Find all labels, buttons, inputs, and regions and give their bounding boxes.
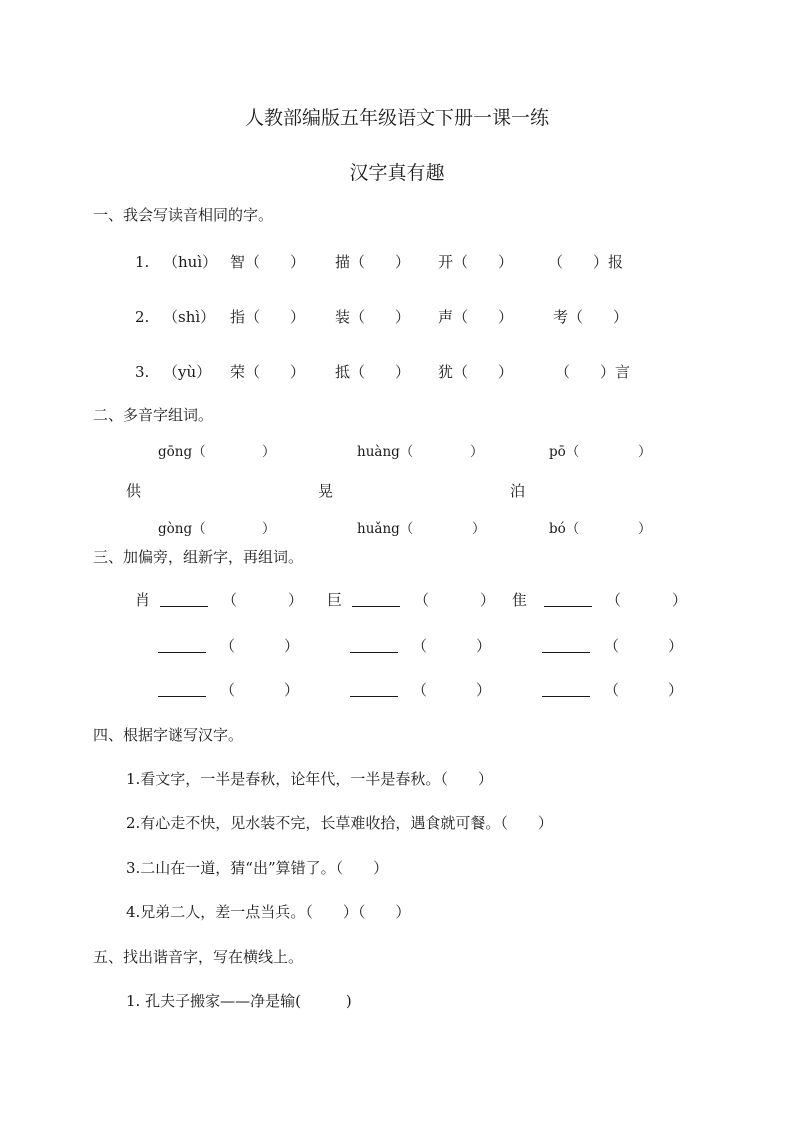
base-char: 巨 bbox=[327, 591, 343, 609]
pinyin-top: gōng（ bbox=[158, 444, 206, 460]
close-paren: ） bbox=[668, 681, 684, 699]
answer-blank[interactable] bbox=[350, 696, 398, 697]
polyphone-char: 晃 bbox=[318, 482, 334, 500]
answer-blank[interactable] bbox=[542, 652, 590, 653]
homophone-item: 荣（ ） bbox=[230, 363, 306, 381]
pinyin-top: pō（ bbox=[549, 444, 580, 460]
polyphone-char: 泊 bbox=[510, 482, 526, 500]
polyphone-char: 供 bbox=[126, 482, 142, 500]
close-paren: ） bbox=[288, 591, 304, 609]
close-paren: ） bbox=[284, 637, 300, 655]
close-paren: ） bbox=[668, 637, 684, 655]
row-number: 1. bbox=[135, 253, 150, 271]
open-paren: （ bbox=[220, 637, 236, 655]
answer-blank[interactable] bbox=[352, 606, 400, 607]
section5-heading: 五、找出谐音字，写在横线上。 bbox=[93, 948, 304, 966]
close-paren: ） bbox=[284, 681, 300, 699]
close-paren: ） bbox=[672, 591, 688, 609]
open-paren: （ bbox=[606, 591, 622, 609]
close-paren: ） bbox=[476, 637, 492, 655]
homophone-item: 犹（ ） bbox=[438, 363, 514, 381]
close-paren: ） bbox=[480, 591, 496, 609]
section2-heading: 二、多音字组词。 bbox=[93, 406, 214, 424]
open-paren: （ bbox=[412, 681, 428, 699]
page-subtitle: 汉字真有趣 bbox=[349, 162, 445, 184]
answer-blank[interactable] bbox=[350, 652, 398, 653]
close-paren: ） bbox=[638, 444, 652, 460]
homophone-item: 智（ ） bbox=[230, 253, 306, 271]
pinyin-top: huàng（ bbox=[357, 444, 414, 460]
homophone-item: （ ）言 bbox=[555, 363, 631, 381]
open-paren: （ bbox=[604, 637, 620, 655]
open-paren: （ bbox=[604, 681, 620, 699]
answer-blank[interactable] bbox=[158, 696, 206, 697]
close-paren: ） bbox=[638, 521, 652, 537]
homophone-item: 声（ ） bbox=[438, 308, 514, 326]
base-char: 隹 bbox=[512, 591, 528, 609]
open-paren: （ bbox=[412, 637, 428, 655]
close-paren: ） bbox=[262, 444, 276, 460]
homophone-item: （ ）报 bbox=[548, 253, 624, 271]
open-paren: （ bbox=[414, 591, 430, 609]
base-char: 肖 bbox=[135, 591, 151, 609]
close-paren: ） bbox=[262, 521, 276, 537]
answer-blank[interactable] bbox=[158, 652, 206, 653]
homophone-item: 描（ ） bbox=[335, 253, 411, 271]
riddle-item: 4.兄弟二人，差一点当兵。（ ）（ ） bbox=[126, 903, 411, 921]
homophone-item: 开（ ） bbox=[438, 253, 514, 271]
open-paren: （ bbox=[222, 591, 238, 609]
pinyin-label: （yù） bbox=[163, 363, 212, 381]
homophone-item: 装（ ） bbox=[335, 308, 411, 326]
homophone-item: 考（ ） bbox=[553, 308, 629, 326]
answer-blank[interactable] bbox=[542, 696, 590, 697]
answer-blank[interactable] bbox=[160, 606, 208, 607]
page-title: 人教部编版五年级语文下册一课一练 bbox=[244, 107, 549, 129]
answer-blank[interactable] bbox=[544, 606, 592, 607]
riddle-item: 3.二山在一道，猜“出”算错了。（ ） bbox=[126, 859, 389, 877]
section4-heading: 四、根据字谜写汉字。 bbox=[93, 726, 244, 744]
close-paren: ） bbox=[476, 681, 492, 699]
close-paren: ） bbox=[470, 444, 484, 460]
homophone-item: 指（ ） bbox=[230, 308, 306, 326]
pinyin-label: （shì） bbox=[163, 308, 216, 326]
homophone-pun-item: 1. 孔夫子搬家——净是输( ) bbox=[126, 992, 352, 1010]
section3-heading: 三、加偏旁，组新字，再组词。 bbox=[93, 548, 304, 566]
riddle-item: 1.看文字，一半是春秋，论年代，一半是春秋。（ ） bbox=[126, 770, 493, 788]
section1-heading: 一、我会写读音相同的字。 bbox=[93, 206, 274, 224]
row-number: 2. bbox=[135, 308, 150, 326]
pinyin-label: （huì） bbox=[163, 253, 218, 271]
pinyin-bottom: huǎng（ bbox=[357, 521, 414, 537]
pinyin-bottom: gòng（ bbox=[158, 521, 206, 537]
close-paren: ） bbox=[472, 521, 486, 537]
pinyin-bottom: bó（ bbox=[549, 521, 580, 537]
homophone-item: 抵（ ） bbox=[335, 363, 411, 381]
open-paren: （ bbox=[220, 681, 236, 699]
riddle-item: 2.有心走不快，见水装不完，长草难收拾，遇食就可餐。（ ） bbox=[126, 814, 553, 832]
row-number: 3. bbox=[135, 363, 150, 381]
